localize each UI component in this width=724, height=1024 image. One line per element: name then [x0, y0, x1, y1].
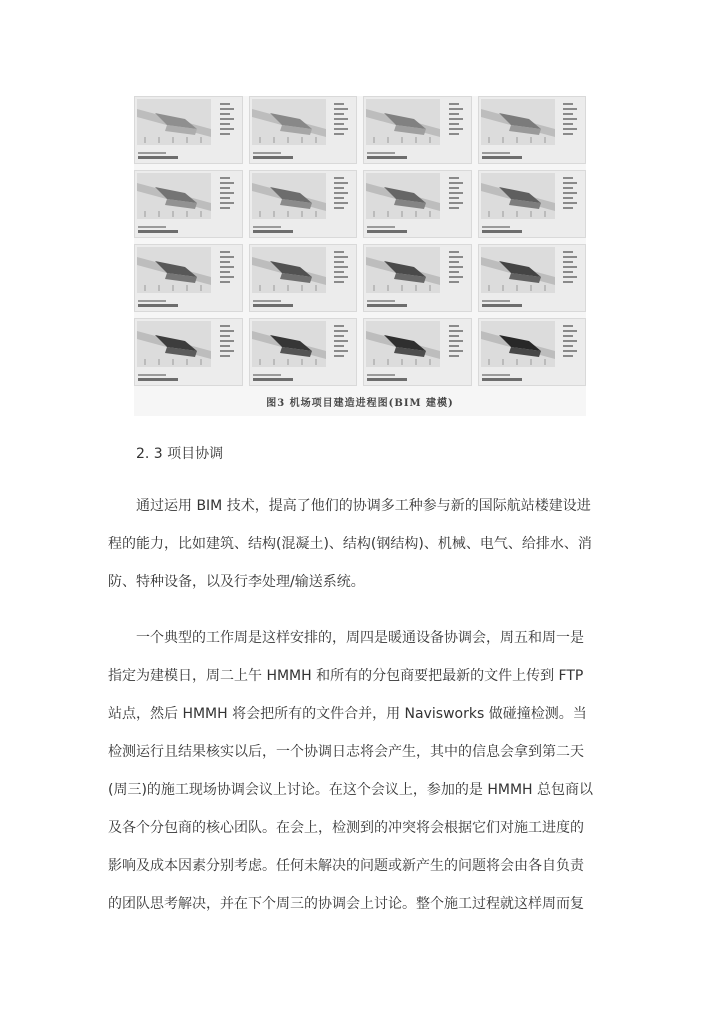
legend-line	[449, 197, 459, 199]
legend-line	[220, 251, 230, 253]
panel-caption-line	[367, 304, 407, 307]
bim-model-render	[252, 173, 326, 219]
panel-caption-line	[253, 156, 293, 159]
legend-line	[449, 266, 463, 268]
legend-line	[449, 256, 463, 258]
legend-line	[334, 261, 344, 263]
legend-line	[563, 197, 573, 199]
legend-line	[563, 276, 577, 278]
panel-caption-line	[367, 300, 395, 302]
legend-line	[220, 325, 230, 327]
panel-caption-line	[367, 152, 395, 154]
bim-render-panel	[249, 244, 358, 312]
legend-line	[449, 103, 459, 105]
paragraph-line: 的团队思考解决，并在下个周三的协调会上讨论。整个施工过程就这样周而复	[108, 896, 584, 912]
panel-caption-line	[138, 156, 178, 159]
panel-caption-line	[253, 152, 281, 154]
panel-legend	[449, 100, 469, 144]
legend-line	[449, 251, 459, 253]
panel-caption-line	[367, 378, 407, 381]
legend-line	[220, 103, 230, 105]
panel-legend	[563, 248, 583, 292]
bim-render-panel	[363, 318, 472, 386]
legend-line	[220, 202, 234, 204]
legend-line	[334, 330, 348, 332]
legend-line	[334, 202, 348, 204]
legend-line	[334, 128, 348, 130]
panel-caption-line	[253, 374, 281, 376]
bim-model-render	[366, 173, 440, 219]
legend-line	[220, 345, 230, 347]
bim-render-panel	[478, 96, 587, 164]
legend-line	[449, 271, 459, 273]
bim-model-render	[481, 99, 555, 145]
legend-line	[334, 335, 344, 337]
legend-line	[563, 207, 573, 209]
panel-caption-line	[138, 152, 166, 154]
legend-line	[563, 103, 573, 105]
figure-panel-grid	[134, 96, 586, 386]
bim-model-render	[481, 321, 555, 367]
bim-render-panel	[249, 318, 358, 386]
bim-model-render	[252, 99, 326, 145]
bim-render-panel	[478, 244, 587, 312]
paragraph-line: 程的能力，比如建筑、结构(混凝土)、结构(钢结构)、机械、电气、给排水、消	[108, 536, 592, 552]
panel-caption-line	[253, 378, 293, 381]
bim-model-render	[481, 247, 555, 293]
panel-legend	[220, 248, 240, 292]
panel-legend	[563, 100, 583, 144]
legend-line	[220, 266, 234, 268]
legend-line	[563, 108, 577, 110]
panel-legend	[334, 174, 354, 218]
legend-line	[334, 108, 348, 110]
panel-legend	[220, 322, 240, 366]
bim-render-panel	[363, 170, 472, 238]
legend-line	[563, 133, 573, 135]
panel-legend	[449, 322, 469, 366]
section-heading: 2. 3 项目协调	[136, 446, 224, 462]
bim-render-panel	[134, 318, 243, 386]
legend-line	[563, 330, 577, 332]
bim-render-panel	[134, 170, 243, 238]
bim-model-render	[366, 321, 440, 367]
paragraph-1	[108, 487, 620, 601]
legend-line	[563, 325, 573, 327]
legend-line	[220, 281, 230, 283]
legend-line	[563, 123, 573, 125]
panel-caption-line	[138, 230, 178, 233]
legend-line	[220, 350, 234, 352]
panel-caption-line	[138, 304, 178, 307]
panel-legend	[449, 248, 469, 292]
legend-line	[220, 271, 230, 273]
bim-model-render	[137, 321, 211, 367]
legend-line	[563, 271, 573, 273]
legend-line	[449, 276, 463, 278]
paragraph-line: 影响及成本因素分别考虑。任何未解决的问题或新产生的问题将会由各自负责	[108, 858, 584, 874]
legend-line	[563, 340, 577, 342]
panel-legend	[334, 100, 354, 144]
legend-line	[563, 256, 577, 258]
legend-line	[220, 187, 230, 189]
legend-line	[334, 276, 348, 278]
legend-line	[563, 281, 573, 283]
legend-line	[334, 118, 348, 120]
legend-line	[334, 187, 344, 189]
legend-line	[449, 133, 459, 135]
paragraph-2	[108, 619, 620, 923]
panel-caption-line	[253, 304, 293, 307]
legend-line	[220, 330, 234, 332]
paragraph-line: 指定为建模日，周二上午 HMMH 和所有的分包商要把最新的文件上传到 FTP	[108, 668, 584, 684]
panel-caption-line	[482, 374, 510, 376]
bim-model-render	[252, 321, 326, 367]
legend-line	[449, 261, 459, 263]
bim-model-render	[137, 247, 211, 293]
legend-line	[449, 340, 463, 342]
legend-line	[563, 251, 573, 253]
legend-line	[449, 182, 463, 184]
panel-caption-line	[138, 226, 166, 228]
legend-line	[334, 325, 344, 327]
paragraph-line: 检测运行且结果核实以后，一个协调日志将会产生，其中的信息会拿到第二天	[108, 744, 584, 760]
bim-render-panel	[363, 244, 472, 312]
bim-render-panel	[478, 318, 587, 386]
legend-line	[449, 187, 459, 189]
paragraph-line: 一个典型的工作周是这样安排的，周四是暖通设备协调会，周五和周一是	[108, 630, 584, 646]
paragraph-line: 防、特种设备，以及行李处理/输送系统。	[108, 574, 365, 590]
legend-line	[449, 202, 463, 204]
legend-line	[334, 192, 348, 194]
legend-line	[563, 187, 573, 189]
legend-line	[563, 350, 577, 352]
legend-line	[220, 128, 234, 130]
legend-line	[563, 261, 573, 263]
legend-line	[334, 271, 344, 273]
panel-legend	[563, 174, 583, 218]
legend-line	[334, 340, 348, 342]
legend-line	[563, 355, 573, 357]
legend-line	[563, 177, 573, 179]
panel-caption-line	[138, 374, 166, 376]
bim-model-render	[252, 247, 326, 293]
panel-caption-line	[482, 300, 510, 302]
legend-line	[563, 266, 577, 268]
bim-render-panel	[478, 170, 587, 238]
panel-caption-line	[367, 156, 407, 159]
bim-render-panel	[134, 244, 243, 312]
legend-line	[334, 207, 344, 209]
panel-caption-line	[138, 300, 166, 302]
paragraph-line: 站点，然后 HMMH 将会把所有的文件合并，用 Navisworks 做碰撞检测。当	[108, 706, 587, 722]
legend-line	[449, 192, 463, 194]
legend-line	[449, 177, 459, 179]
bim-render-panel	[134, 96, 243, 164]
legend-line	[563, 128, 577, 130]
paragraph-line: (周三)的施工现场协调会议上讨论。在这个会议上，参加的是 HMMH 总包商以	[108, 782, 594, 798]
legend-line	[220, 123, 230, 125]
legend-line	[334, 123, 344, 125]
legend-line	[449, 207, 459, 209]
legend-line	[220, 340, 234, 342]
legend-line	[563, 192, 577, 194]
legend-line	[220, 261, 230, 263]
figure-caption: 图3 机场项目建造进程图(BIM 建模)	[266, 398, 454, 409]
legend-line	[334, 281, 344, 283]
legend-line	[220, 118, 234, 120]
panel-caption-line	[482, 378, 522, 381]
legend-line	[449, 355, 459, 357]
bim-model-render	[481, 173, 555, 219]
bim-model-render	[137, 173, 211, 219]
legend-line	[563, 118, 577, 120]
bim-model-render	[366, 99, 440, 145]
legend-line	[563, 202, 577, 204]
legend-line	[220, 113, 230, 115]
legend-line	[220, 192, 234, 194]
legend-line	[334, 350, 348, 352]
panel-caption-line	[367, 226, 395, 228]
bim-render-panel	[249, 96, 358, 164]
panel-caption-line	[482, 156, 522, 159]
legend-line	[563, 182, 577, 184]
panel-caption-line	[253, 226, 281, 228]
legend-line	[334, 182, 348, 184]
panel-caption-line	[482, 230, 522, 233]
panel-legend	[334, 248, 354, 292]
legend-line	[563, 345, 573, 347]
panel-caption-line	[482, 152, 510, 154]
panel-caption-line	[482, 304, 522, 307]
legend-line	[449, 335, 459, 337]
panel-legend	[220, 174, 240, 218]
legend-line	[334, 345, 344, 347]
legend-line	[220, 207, 230, 209]
legend-line	[334, 113, 344, 115]
construction-progress-figure	[134, 96, 586, 416]
legend-line	[449, 123, 459, 125]
legend-line	[220, 276, 234, 278]
legend-line	[334, 103, 344, 105]
panel-legend	[220, 100, 240, 144]
legend-line	[449, 118, 463, 120]
bim-model-render	[366, 247, 440, 293]
legend-line	[334, 133, 344, 135]
legend-line	[220, 108, 234, 110]
legend-line	[449, 281, 459, 283]
legend-line	[334, 177, 344, 179]
legend-line	[220, 182, 234, 184]
legend-line	[220, 335, 230, 337]
legend-line	[449, 108, 463, 110]
legend-line	[449, 128, 463, 130]
bim-model-render	[137, 99, 211, 145]
legend-line	[449, 345, 459, 347]
legend-line	[220, 133, 230, 135]
legend-line	[449, 330, 463, 332]
legend-line	[449, 325, 459, 327]
bim-render-panel	[249, 170, 358, 238]
bim-render-panel	[363, 96, 472, 164]
paragraph-line: 通过运用 BIM 技术，提高了他们的协调多工种参与新的国际航站楼建设进	[108, 498, 591, 514]
panel-caption-line	[138, 378, 178, 381]
legend-line	[334, 256, 348, 258]
panel-legend	[563, 322, 583, 366]
legend-line	[563, 113, 573, 115]
legend-line	[334, 266, 348, 268]
legend-line	[220, 256, 234, 258]
legend-line	[334, 197, 344, 199]
legend-line	[334, 251, 344, 253]
legend-line	[334, 355, 344, 357]
panel-legend	[334, 322, 354, 366]
legend-line	[449, 113, 459, 115]
panel-legend	[449, 174, 469, 218]
legend-line	[220, 355, 230, 357]
legend-line	[220, 197, 230, 199]
paragraph-line: 及各个分包商的核心团队。在会上，检测到的冲突将会根据它们对施工进度的	[108, 820, 584, 836]
panel-caption-line	[253, 230, 293, 233]
legend-line	[449, 350, 463, 352]
panel-caption-line	[367, 374, 395, 376]
panel-caption-line	[367, 230, 407, 233]
panel-caption-line	[482, 226, 510, 228]
legend-line	[220, 177, 230, 179]
panel-caption-line	[253, 300, 281, 302]
legend-line	[563, 335, 573, 337]
